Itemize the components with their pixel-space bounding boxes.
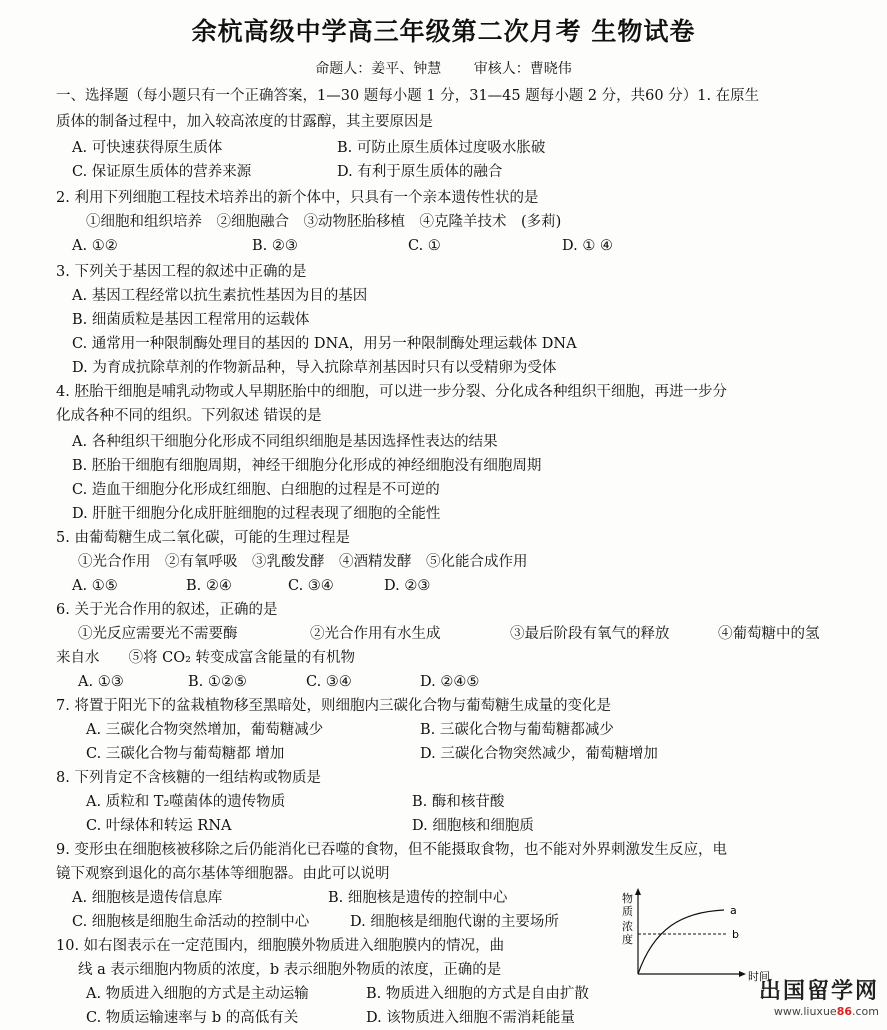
option-text: B. ②③: [252, 238, 298, 254]
question-line: 3. 下列关于基因工程的叙述中正确的是: [56, 264, 307, 280]
option-text: C. 物质运输速率与 b 的高低有关: [86, 1010, 299, 1026]
option-text: B. 可防止原生质体过度吸水胀破: [337, 140, 546, 156]
option-text: ④葡萄糖中的氢: [718, 626, 820, 642]
option-text: C. ③④: [288, 578, 334, 594]
option-text: A. ①②: [72, 238, 118, 254]
option-text: C. 细胞核是细胞生命活动的控制中心: [72, 914, 310, 930]
option-text: A. 三碳化合物突然增加，葡萄糖减少: [86, 722, 324, 738]
question-line: 化成各种不同的组织。下列叙述 错误的是: [56, 408, 322, 424]
option-text: A. 细胞核是遗传信息库: [72, 890, 223, 906]
setter-name: 命题人：姜平、钟慧: [315, 61, 442, 77]
graph-ylabel: [622, 891, 633, 946]
ylabel-char: 质: [622, 905, 633, 918]
authors-line: [0, 58, 887, 78]
option-text: D. 有利于原生质体的融合: [337, 164, 503, 180]
ylabel-char: 物: [622, 892, 633, 905]
question-line: 5. 由葡萄糖生成二氧化碳，可能的生理过程是: [56, 530, 350, 546]
watermark-url: www.liuxue86.com: [773, 1005, 879, 1018]
option-text: B. ①②⑤: [188, 674, 247, 690]
option-text: A. 可快速获得原生质体: [72, 140, 223, 156]
option-text: D. 细胞核和细胞质: [412, 818, 534, 834]
question-line: 6. 关于光合作用的叙述，正确的是: [56, 602, 278, 618]
option-text: D. 细胞核是细胞代谢的主要场所: [350, 914, 559, 930]
option-text: D. ②③: [384, 578, 431, 594]
curve-a-label: a: [730, 904, 737, 917]
option-text: A. ①③: [78, 674, 124, 690]
question-line: ①细胞和组织培养 ②细胞融合 ③动物胚胎移植 ④克隆羊技术 (多莉): [86, 214, 562, 230]
question-line: D. 为育成抗除草剂的作物新品种，导入抗除草剂基因时只有以受精卵为受体: [72, 360, 557, 376]
question-line: D. 肝脏干细胞分化成肝脏细胞的过程表现了细胞的全能性: [72, 506, 441, 522]
x-axis-arrow: [739, 971, 746, 977]
question-line: 质体的制备过程中，加入较高浓度的甘露醇，其主要原因是: [56, 114, 433, 130]
question-line: 一、选择题（每小题只有一个正确答案，1—30 题每小题 1 分，31—45 题每小题 2 分，共60 分）1. 在原生: [56, 88, 760, 104]
question-line: A. 基因工程经常以抗生素抗性基因为目的基因: [72, 288, 368, 304]
question-line: 2. 利用下列细胞工程技术培养出的新个体中，只具有一个亲本遗传性状的是: [56, 190, 539, 206]
question-line: 7. 将置于阳光下的盆栽植物移至黑暗处，则细胞内三碳化合物与葡萄糖生成量的变化是: [56, 698, 611, 714]
option-text: B. 细胞核是遗传的控制中心: [328, 890, 508, 906]
option-text: C. 叶绿体和转运 RNA: [86, 818, 232, 834]
ylabel-char: 浓: [622, 920, 633, 933]
question-line: 9. 变形虫在细胞核被移除之后仍能消化已吞噬的食物，但不能摄取食物，也不能对外界刺激发生反应，电: [56, 842, 727, 858]
concentration-graph: [592, 888, 782, 988]
question-line: 4. 胚胎干细胞是哺乳动物或人早期胚胎中的细胞，可以进一步分裂、分化成各种组织干细胞，再进一步分: [56, 384, 727, 400]
option-text: C. ①: [408, 238, 441, 254]
watermark-text: 出国留学网: [758, 979, 879, 1004]
question-line: 线 a 表示细胞内物质的浓度，b 表示细胞外物质的浓度，正确的是: [78, 962, 502, 978]
option-text: A. 质粒和 T₂噬菌体的遗传物质: [86, 794, 286, 810]
option-text: A. 物质进入细胞的方式是主动运输: [86, 986, 309, 1002]
option-text: ③最后阶段有氧气的释放: [510, 626, 670, 642]
reviewer-name: 审核人：曹晓伟: [473, 61, 572, 77]
option-text: B. 物质进入细胞的方式是自由扩散: [366, 986, 589, 1002]
option-text: B. ②④: [186, 578, 232, 594]
option-text: D. ① ④: [562, 238, 613, 254]
ylabel-char: 度: [622, 933, 633, 946]
question-line: 来自水 ⑤将 CO₂ 转变成富含能量的有机物: [56, 650, 356, 666]
curve-a: [638, 910, 724, 974]
question-line: 镜下观察到退化的高尔基体等细胞器。由此可以说明: [56, 866, 390, 882]
option-text: A. ①⑤: [72, 578, 118, 594]
option-text: D. ②④⑤: [420, 674, 480, 690]
page-title: 余杭高级中学高三年级第二次月考 生物试卷: [191, 17, 696, 46]
site-watermark: [759, 974, 879, 1018]
question-line: 10. 如右图表示在一定范围内，细胞膜外物质进入细胞膜内的情况，曲: [56, 938, 505, 954]
question-line: ①光合作用 ②有氧呼吸 ③乳酸发酵 ④酒精发酵 ⑤化能合成作用: [78, 554, 528, 570]
option-text: B. 酶和核苷酸: [412, 794, 505, 810]
question-line: A. 各种组织干细胞分化形成不同组织细胞是基因选择性表达的结果: [72, 434, 498, 450]
option-text: D. 该物质进入细胞不需消耗能量: [366, 1010, 575, 1026]
option-text: ②光合作用有水生成: [310, 626, 441, 642]
question-line: 8. 下列肯定不含核糖的一组结构或物质是: [56, 770, 321, 786]
option-text: C. ③④: [306, 674, 352, 690]
question-line: C. 通常用一种限制酶处理目的基因的 DNA，用另一种限制酶处理运载体 DNA: [72, 336, 577, 352]
y-axis-arrow: [635, 888, 641, 895]
xlabel: 时间: [748, 970, 770, 983]
option-text: C. 保证原生质体的营养来源: [72, 164, 252, 180]
question-line: B. 细菌质粒是基因工程常用的运载体: [72, 312, 310, 328]
curve-b-label: b: [732, 928, 739, 941]
option-text: C. 三碳化合物与葡萄糖都 增加: [86, 746, 285, 762]
question-line: B. 胚胎干细胞有细胞周期，神经干细胞分化形成的神经细胞没有细胞周期: [72, 458, 542, 474]
option-text: B. 三碳化合物与葡萄糖都减少: [420, 722, 614, 738]
question-line: C. 造血干细胞分化形成红细胞、白细胞的过程是不可逆的: [72, 482, 440, 498]
option-text: ①光反应需要光不需要酶: [78, 626, 238, 642]
option-text: D. 三碳化合物突然减少，葡萄糖增加: [420, 746, 658, 762]
